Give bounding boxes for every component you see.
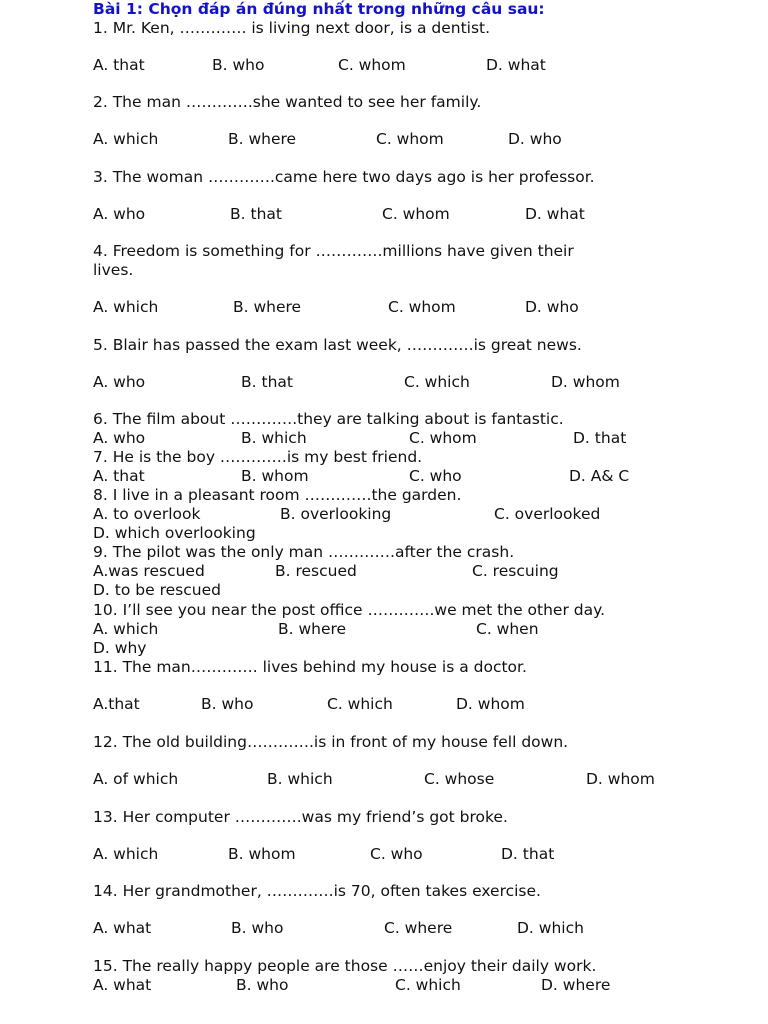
q14-option-b: B. who <box>231 919 284 937</box>
q9-option-d: D. to be rescued <box>93 581 221 599</box>
q10-option-a: A. which <box>93 620 159 638</box>
question-1: 1. Mr. Ken, …………. is living next door, is a dentist. <box>93 19 491 37</box>
q1-option-c: C. whom <box>338 56 406 74</box>
q7-option-b: B. whom <box>241 467 309 485</box>
question-5: 5. Blair has passed the exam last week, ………….is great news. <box>93 336 582 354</box>
q9-option-a: A.was rescued <box>93 562 205 580</box>
q2-option-a: A. which <box>93 130 159 148</box>
q8-option-d: D. which overlooking <box>93 524 256 542</box>
q5-option-b: B. that <box>241 373 293 391</box>
question-2: 2. The man ………….she wanted to see her family. <box>93 93 482 111</box>
q13-option-d: D. that <box>501 845 555 863</box>
q7-option-d: D. A& C <box>569 467 630 485</box>
q15-option-d: D. where <box>541 976 611 994</box>
q10-option-b: B. where <box>278 620 347 638</box>
q7-option-c: C. who <box>409 467 462 485</box>
q4-option-a: A. which <box>93 298 159 316</box>
question-9: 9. The pilot was the only man ………….after the crash. <box>93 543 515 561</box>
q4-option-b: B. where <box>233 298 302 316</box>
question-14: 14. Her grandmother, ………….is 70, often takes exercise. <box>93 882 541 900</box>
q7-option-a: A. that <box>93 467 145 485</box>
q2-option-b: B. where <box>228 130 297 148</box>
question-12: 12. The old building………….is in front of my house fell down. <box>93 733 569 751</box>
q13-option-b: B. whom <box>228 845 296 863</box>
q6-option-d: D. that <box>573 429 627 447</box>
question-3: 3. The woman ………….came here two days ago is her professor. <box>93 168 595 186</box>
q3-option-d: D. what <box>525 205 585 223</box>
q1-option-d: D. what <box>486 56 546 74</box>
q5-option-a: A. who <box>93 373 146 391</box>
q11-option-b: B. who <box>201 695 254 713</box>
q8-option-c: C. overlooked <box>494 505 601 523</box>
q2-option-c: C. whom <box>376 130 444 148</box>
question-11: 11. The man…………. lives behind my house is a doctor. <box>93 658 527 676</box>
question-8: 8. I live in a pleasant room ………….the garden. <box>93 486 462 504</box>
q14-option-a: A. what <box>93 919 152 937</box>
q13-option-a: A. which <box>93 845 159 863</box>
q15-option-c: C. which <box>395 976 461 994</box>
question-6: 6. The film about ………….they are talking about is fantastic. <box>93 410 564 428</box>
q5-option-c: C. which <box>404 373 470 391</box>
q10-option-d: D. why <box>93 639 147 657</box>
q12-option-b: B. which <box>267 770 333 788</box>
q10-option-c: C. when <box>476 620 539 638</box>
q6-option-b: B. which <box>241 429 307 447</box>
q8-option-a: A. to overlook <box>93 505 201 523</box>
q6-option-a: A. who <box>93 429 146 447</box>
q1-option-b: B. who <box>212 56 265 74</box>
q3-option-b: B. that <box>230 205 282 223</box>
exercise-title: Bài 1: Chọn đáp án đúng nhất trong những câu sau: <box>93 0 545 18</box>
question-10: 10. I’ll see you near the post office ………….we met the other day. <box>93 601 605 619</box>
q11-option-c: C. which <box>327 695 393 713</box>
q13-option-c: C. who <box>370 845 423 863</box>
question-4-continued: lives. <box>93 261 134 279</box>
q8-option-b: B. overlooking <box>280 505 392 523</box>
q11-option-d: D. whom <box>456 695 525 713</box>
q15-option-a: A. what <box>93 976 152 994</box>
q15-option-b: B. who <box>236 976 289 994</box>
q1-option-a: A. that <box>93 56 145 74</box>
q9-option-c: C. rescuing <box>472 562 559 580</box>
q14-option-c: C. where <box>384 919 453 937</box>
q14-option-d: D. which <box>517 919 584 937</box>
q12-option-c: C. whose <box>424 770 495 788</box>
q11-option-a: A.that <box>93 695 140 713</box>
q3-option-a: A. who <box>93 205 146 223</box>
q2-option-d: D. who <box>508 130 562 148</box>
question-4: 4. Freedom is something for ………….millions have given their <box>93 242 574 260</box>
q3-option-c: C. whom <box>382 205 450 223</box>
question-13: 13. Her computer ………….was my friend’s got broke. <box>93 808 508 826</box>
q12-option-a: A. of which <box>93 770 179 788</box>
question-15: 15. The really happy people are those ……enjoy their daily work. <box>93 957 597 975</box>
q6-option-c: C. whom <box>409 429 477 447</box>
q12-option-d: D. whom <box>586 770 655 788</box>
q5-option-d: D. whom <box>551 373 620 391</box>
q4-option-c: C. whom <box>388 298 456 316</box>
q4-option-d: D. who <box>525 298 579 316</box>
question-7: 7. He is the boy ………….is my best friend. <box>93 448 423 466</box>
q9-option-b: B. rescued <box>275 562 357 580</box>
